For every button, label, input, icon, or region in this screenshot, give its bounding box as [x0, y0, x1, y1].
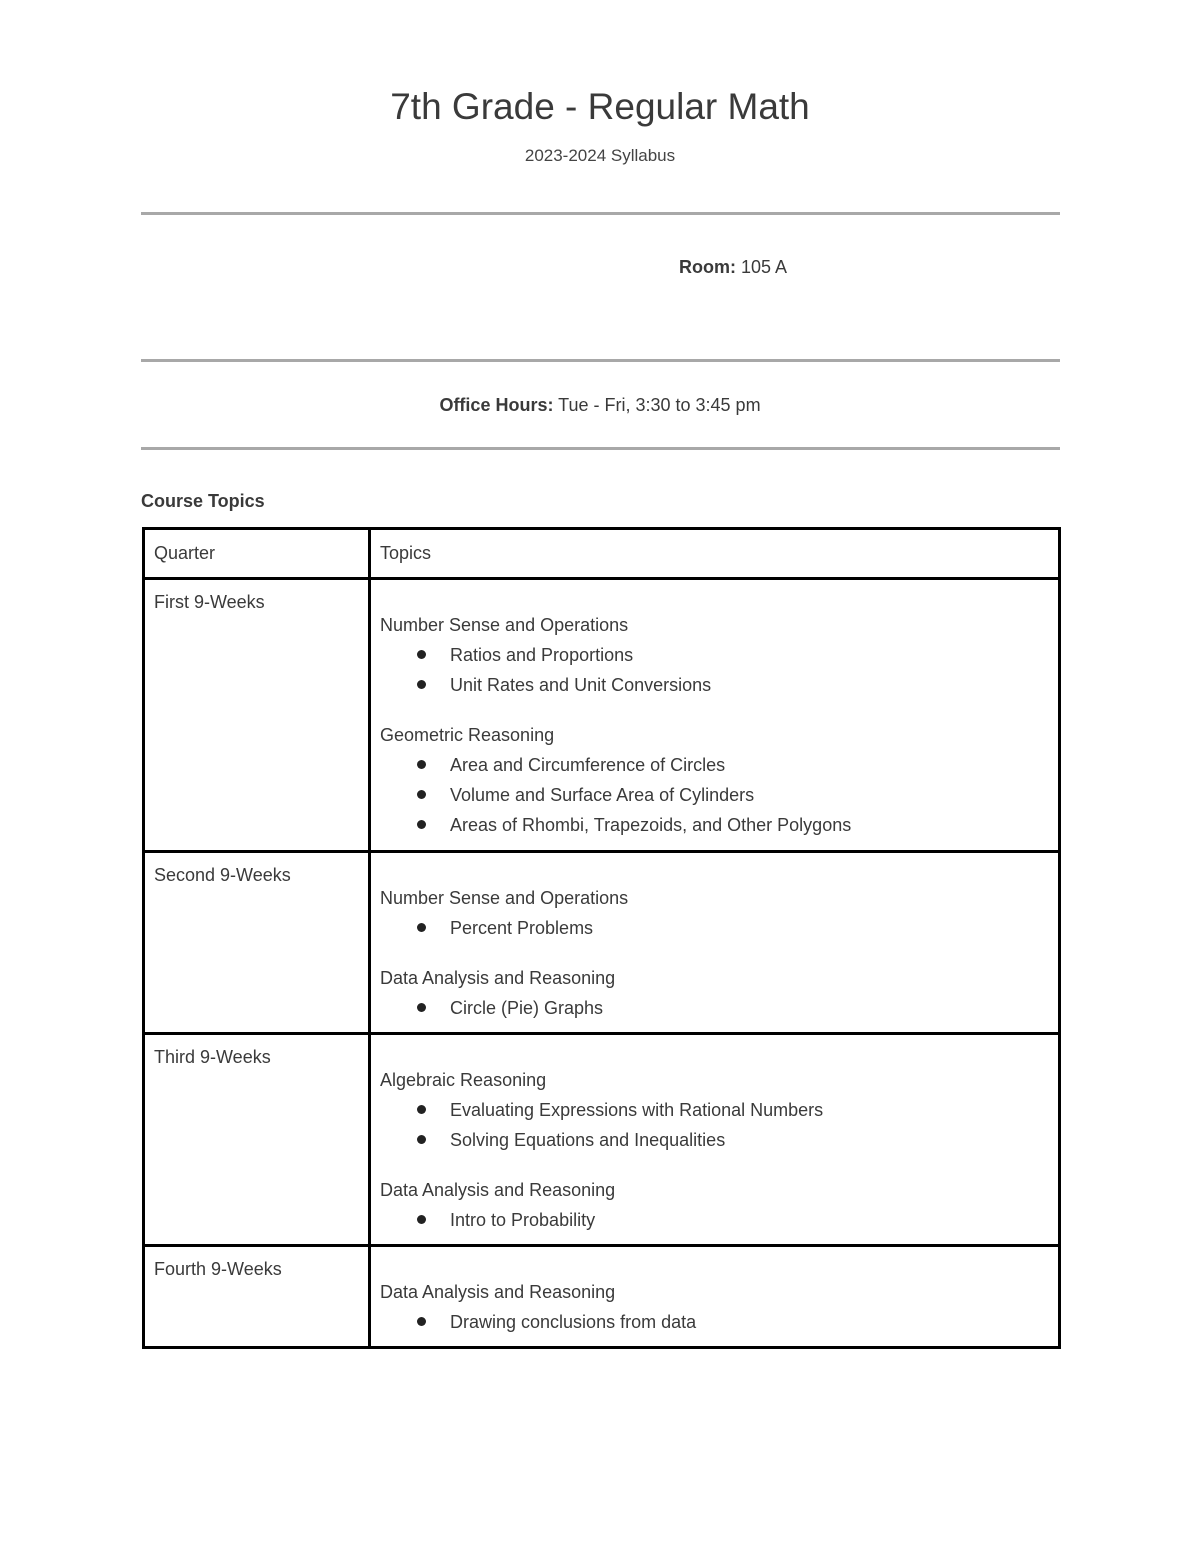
bullet-icon — [417, 1105, 426, 1114]
quarter-cell: Third 9-Weeks — [144, 1034, 370, 1246]
topic-list — [380, 913, 1050, 943]
topic-list — [380, 1205, 1050, 1235]
table-header-row — [144, 529, 1060, 579]
topic-group — [380, 963, 1050, 1023]
bullet-icon — [417, 1135, 426, 1144]
table-row — [144, 1246, 1060, 1348]
topic-group — [380, 883, 1050, 943]
list-item: Drawing conclusions from data — [380, 1307, 1050, 1337]
topics-cell — [370, 579, 1060, 852]
table-row — [144, 852, 1060, 1034]
office-hours — [0, 393, 1200, 417]
room-value: 105 A — [741, 257, 788, 277]
list-item: Volume and Surface Area of Cylinders — [380, 780, 1050, 810]
list-item: Areas of Rhombi, Trapezoids, and Other Polygons — [380, 810, 1050, 840]
topics-cell — [370, 1034, 1060, 1246]
column-header-topics: Topics — [370, 529, 1060, 579]
list-item: Percent Problems — [380, 913, 1050, 943]
topic-list — [380, 750, 1050, 840]
bullet-icon — [417, 790, 426, 799]
topic-group — [380, 1277, 1050, 1337]
topic-group — [380, 1065, 1050, 1155]
topic-group-title: Number Sense and Operations — [380, 888, 629, 908]
office-hours-label: Office Hours: — [439, 395, 554, 415]
topic-list — [380, 640, 1050, 700]
bullet-icon — [417, 923, 426, 932]
topics-cell — [370, 852, 1060, 1034]
bullet-icon — [417, 760, 426, 769]
topic-list — [380, 1307, 1050, 1337]
divider — [141, 212, 1060, 215]
room-info — [679, 255, 787, 279]
bullet-icon — [417, 820, 426, 829]
list-item: Solving Equations and Inequalities — [380, 1125, 1050, 1155]
list-item: Intro to Probability — [380, 1205, 1050, 1235]
quarter-cell: Fourth 9-Weeks — [144, 1246, 370, 1348]
list-item: Evaluating Expressions with Rational Numbers — [380, 1095, 1050, 1125]
topics-cell — [370, 1246, 1060, 1348]
bullet-icon — [417, 680, 426, 689]
column-header-quarter: Quarter — [144, 529, 370, 579]
table-row — [144, 1034, 1060, 1246]
topic-list — [380, 1095, 1050, 1155]
page-subtitle: 2023-2024 Syllabus — [524, 146, 676, 165]
bullet-icon — [417, 1215, 426, 1224]
course-topics-table — [142, 527, 1061, 1349]
table-row — [144, 579, 1060, 852]
topic-group-title: Data Analysis and Reasoning — [380, 1282, 616, 1302]
topic-group-title: Data Analysis and Reasoning — [380, 968, 616, 988]
office-hours-value: Tue - Fri, 3:30 to 3:45 pm — [558, 395, 761, 415]
bullet-icon — [417, 1003, 426, 1012]
topic-group-title: Number Sense and Operations — [380, 615, 629, 635]
course-topics-heading: Course Topics — [141, 491, 265, 511]
list-item: Circle (Pie) Graphs — [380, 993, 1050, 1023]
topic-group — [380, 1175, 1050, 1235]
topic-group — [380, 720, 1050, 840]
topic-list — [380, 993, 1050, 1023]
bullet-icon — [417, 650, 426, 659]
topic-group-title: Algebraic Reasoning — [380, 1070, 547, 1090]
list-item: Area and Circumference of Circles — [380, 750, 1050, 780]
list-item: Ratios and Proportions — [380, 640, 1050, 670]
quarter-cell: Second 9-Weeks — [144, 852, 370, 1034]
topic-group — [380, 610, 1050, 700]
quarter-cell: First 9-Weeks — [144, 579, 370, 852]
list-item: Unit Rates and Unit Conversions — [380, 670, 1050, 700]
topic-group-title: Geometric Reasoning — [380, 725, 555, 745]
topic-group-title: Data Analysis and Reasoning — [380, 1180, 616, 1200]
divider — [141, 359, 1060, 362]
page-title: 7th Grade - Regular Math — [390, 86, 810, 127]
room-label: Room: — [679, 257, 736, 277]
bullet-icon — [417, 1317, 426, 1326]
divider — [141, 447, 1060, 450]
